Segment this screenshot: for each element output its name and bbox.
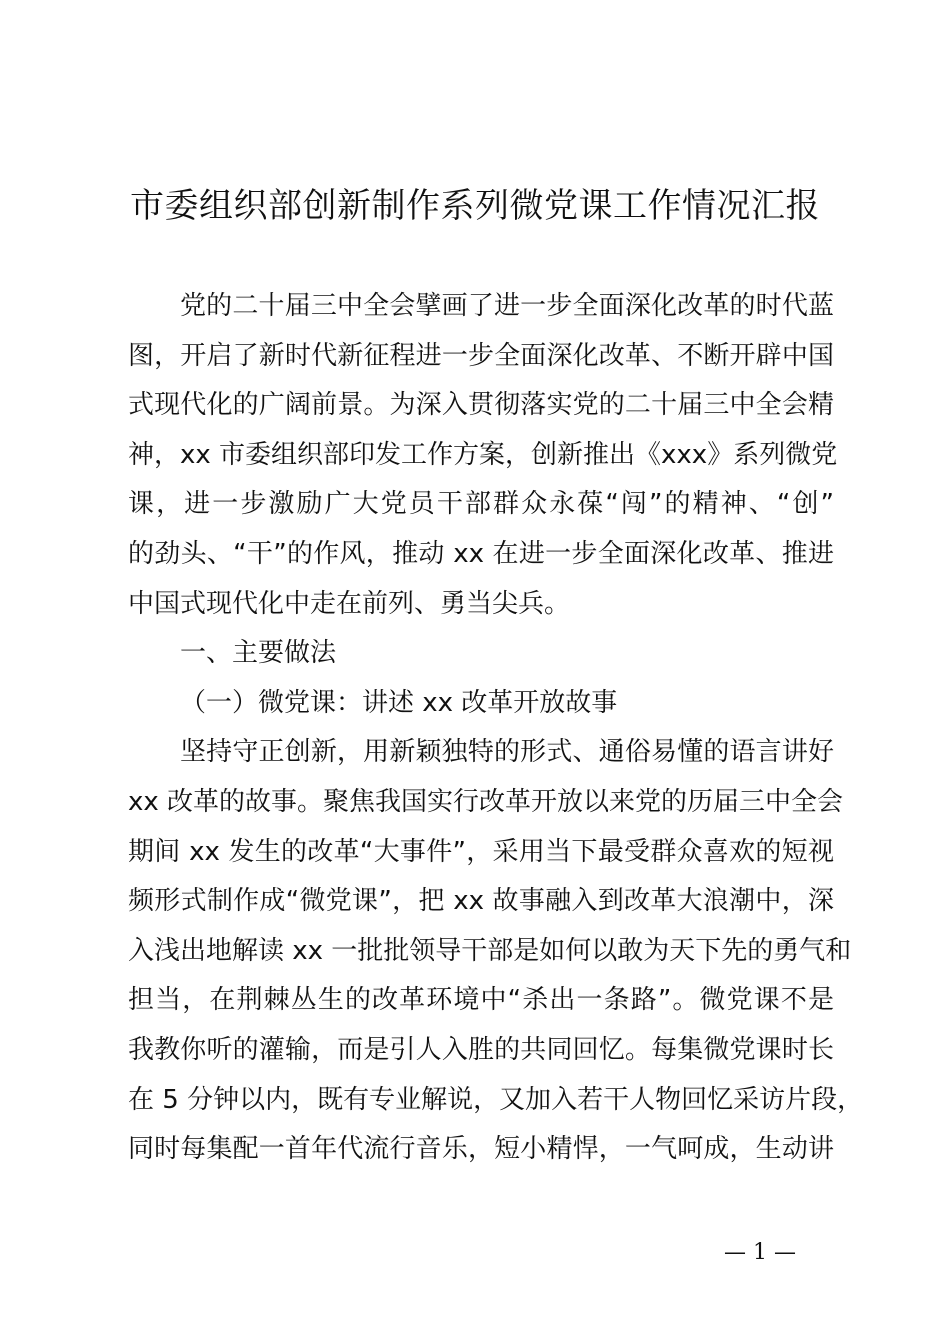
paragraph-line: 坚持守正创新，用新颖独特的形式、通俗易懂的语言讲好 bbox=[180, 737, 834, 768]
paragraph-line: 神，xx 市委组织部印发工作方案，创新推出《xxx》系列微党 bbox=[128, 439, 838, 470]
paragraph-line: 党的二十届三中全会擘画了进一步全面深化改革的时代蓝 bbox=[180, 291, 834, 321]
paragraph-line: 中国式现代化中走在前列、勇当尖兵。 bbox=[128, 588, 571, 619]
paragraph-line: 我教你听的灌输，而是引人入胜的共同回忆。每集微党课时长 bbox=[128, 1034, 834, 1065]
section-heading: 一、主要做法 bbox=[180, 638, 337, 669]
subsection-heading: （一）微党课：讲述 xx 改革开放故事 bbox=[180, 687, 618, 718]
paragraph-line: 入浅出地解读 xx 一批批领导干部是如何以敢为天下先的勇气和 bbox=[128, 935, 852, 966]
paragraph-line: 同时每集配一首年代流行音乐，短小精悍，一气呵成，生动讲 bbox=[128, 1134, 834, 1165]
paragraph-line: 期间 xx 发生的改革“大事件”，采用当下最受群众喜欢的短视 bbox=[128, 836, 834, 867]
paragraph-line: 频形式制作成“微党课”，把 xx 故事融入到改革大浪潮中，深 bbox=[128, 886, 834, 917]
paragraph-line: 式现代化的广阔前景。为深入贯彻落实党的二十届三中全会精 bbox=[128, 390, 834, 421]
document-body bbox=[128, 282, 864, 1175]
paragraph-line: 图，开启了新时代新征程进一步全面深化改革、不断开辟中国 bbox=[128, 340, 834, 371]
paragraph-line: xx 改革的故事。聚焦我国实行改革开放以来党的历届三中全会 bbox=[128, 786, 844, 817]
document-title: 市委组织部创新制作系列微党课工作情况汇报 bbox=[130, 186, 820, 226]
paragraph-line: 课，进一步激励广大党员干部群众永葆“闯”的精神、“创” bbox=[128, 489, 834, 520]
paragraph-line: 担当，在荆棘丛生的改革环境中“杀出一条路”。微党课不是 bbox=[128, 985, 834, 1016]
page-number: — 1 — bbox=[724, 1240, 796, 1265]
paragraph-line: 的劲头、“干”的作风，推动 xx 在进一步全面深化改革、推进 bbox=[128, 538, 834, 569]
paragraph-line: 在 5 分钟以内，既有专业解说，又加入若干人物回忆采访片段， bbox=[128, 1084, 864, 1115]
